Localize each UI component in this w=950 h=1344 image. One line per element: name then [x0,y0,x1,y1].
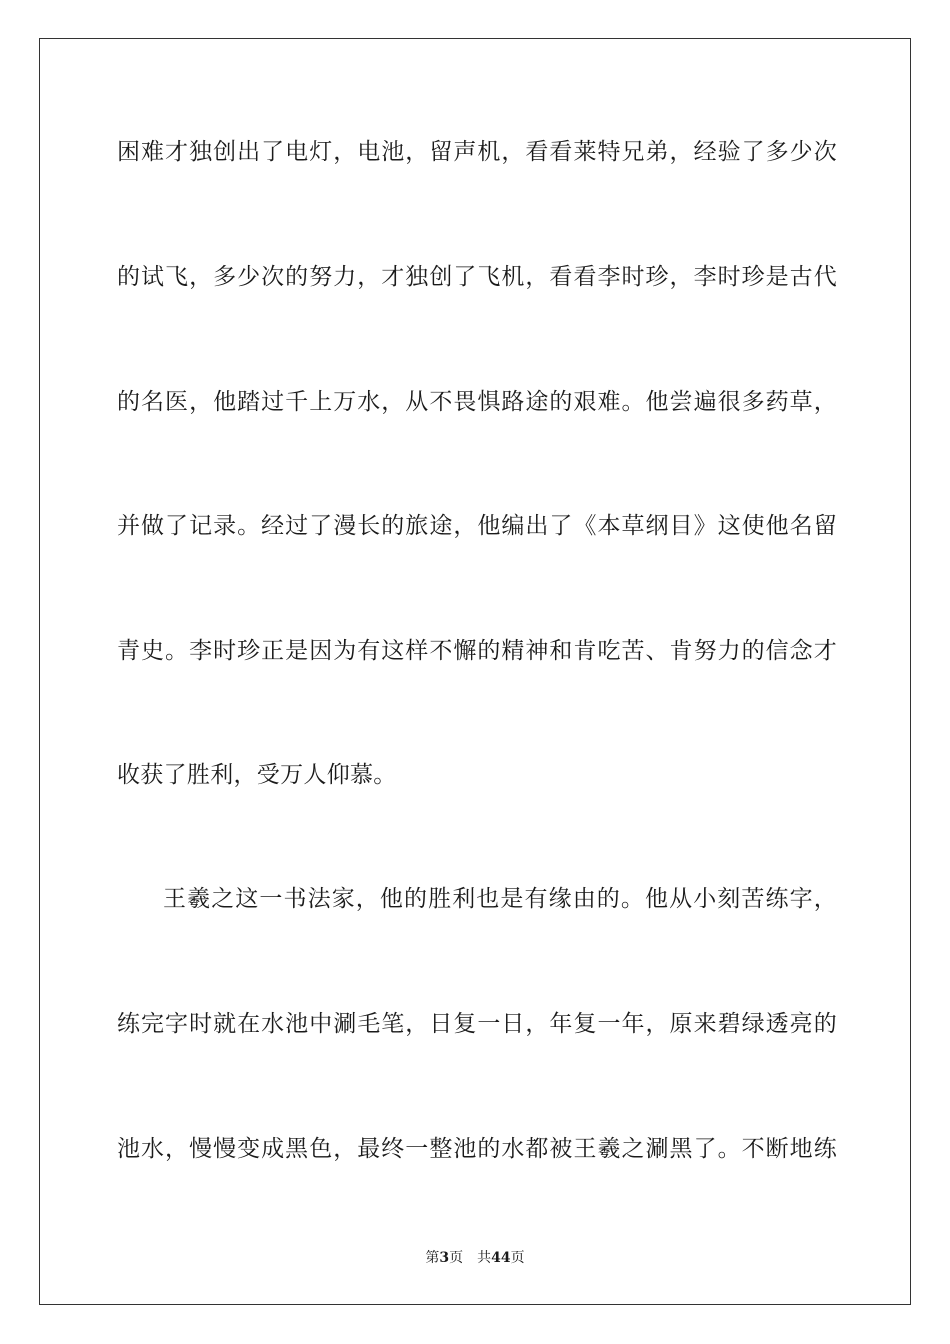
text-line-2: 的试飞，多少次的努力，才独创了飞机，看看李时珍，李时珍是古代 [117,264,837,290]
text-line-8: 练完字时就在水池中涮毛笔，日复一日，年复一年，原来碧绿透亮的 [117,1011,837,1037]
page-footer [0,1247,950,1267]
page-number: 3 [439,1250,450,1266]
page-border [39,38,911,1305]
text-line-4: 并做了记录。经过了漫长的旅途，他编出了《本草纲目》这使他名留 [117,513,837,539]
text-line-1: 困难才独创出了电灯，电池，留声机，看看莱特兄弟，经验了多少次 [117,139,837,165]
text-line-7-paragraph-start: 王羲之这一书法家，他的胜利也是有缘由的。他从小刻苦练字， [163,886,837,912]
text-line-3: 的名医，他踏过千上万水，从不畏惧路途的艰难。他尝遍很多药草， [117,389,837,415]
page-prefix: 第 [425,1250,440,1266]
text-line-5: 青史。李时珍正是因为有这样不懈的精神和肯吃苦、肯努力的信念才 [117,638,837,664]
total-pages: 44 [491,1250,511,1266]
text-line-6: 收获了胜利，受万人仰慕。 [117,762,397,788]
page-suffix: 页 [449,1250,464,1266]
text-line-9: 池水，慢慢变成黑色，最终一整池的水都被王羲之涮黑了。不断地练 [117,1136,837,1162]
total-prefix: 共 [477,1250,492,1266]
total-suffix: 页 [510,1250,525,1266]
